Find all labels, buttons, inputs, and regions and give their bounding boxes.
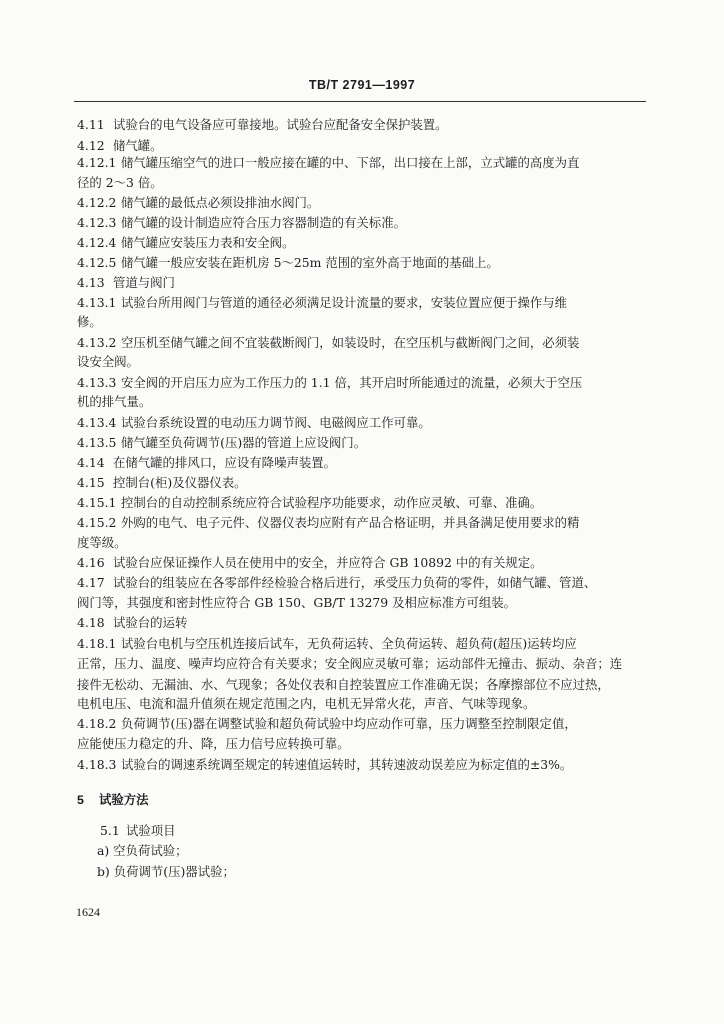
clause-continuation — [77, 394, 151, 410]
clause-text: 管道与阀门 — [113, 275, 175, 290]
clause-text: 储气罐的最低点必须设排油水阀门。 — [121, 195, 320, 210]
clause-number: 4.18.1 — [77, 636, 117, 651]
clause-line — [77, 335, 579, 351]
clause-text: 控制台的自动控制系统应符合试验程序功能要求，动作应灵敏、可靠、准确。 — [121, 495, 543, 510]
clause-continuation — [77, 677, 610, 693]
clause-line — [77, 575, 596, 591]
subclause-text: 试验项目 — [126, 823, 176, 838]
clause-continuation — [77, 314, 102, 330]
clause-text: 试验台系统设置的电动压力调节阀、电磁阀应工作可靠。 — [121, 415, 431, 430]
clause-text: 试验台电机与空压机连接后试车，无负荷运转、全负荷运转、超负荷(超压)运转均应 — [121, 636, 577, 651]
clause-number: 4.16 — [77, 555, 105, 570]
clause-number: 4.12 — [77, 138, 105, 153]
clause-number: 4.15 — [77, 475, 105, 490]
clause-text: 储气罐一般应安装在距机房 5～25m 范围的室外高于地面的基础上。 — [121, 255, 499, 270]
clause-number: 4.18.2 — [77, 716, 117, 731]
clause-text: 度等级。 — [77, 535, 127, 550]
subclause-heading — [100, 823, 176, 839]
clause-text: 控制台(柜)及仪器仪表。 — [113, 475, 247, 490]
clause-line — [77, 455, 336, 471]
clause-number: 4.14 — [77, 455, 105, 470]
clause-number: 4.13 — [77, 275, 105, 290]
clause-number: 4.11 — [77, 117, 105, 132]
clause-continuation — [77, 175, 163, 191]
clause-number: 4.13.1 — [77, 295, 117, 310]
test-item — [97, 864, 235, 880]
page-number: 1624 — [76, 905, 100, 919]
clause-number: 4.13.4 — [77, 415, 117, 430]
clause-number: 4.12.4 — [77, 235, 117, 250]
clause-text: 储气罐压缩空气的进口一般应接在罐的中、下部，出口接在上部，立式罐的高度为直 — [121, 155, 580, 170]
clause-line — [77, 117, 448, 133]
clause-text: 储气罐的设计制造应符合压力容器制造的有关标准。 — [121, 215, 406, 230]
clause-text: 试验台的电气设备应可靠接地。试验台应配备安全保护装置。 — [113, 117, 448, 132]
clause-line — [77, 275, 175, 291]
clause-continuation — [77, 736, 350, 752]
clause-line — [77, 195, 319, 211]
clause-number: 4.18 — [77, 615, 105, 630]
clause-number: 4.13.5 — [77, 435, 117, 450]
clause-text: 电机电压、电流和温升值须在规定范围之内，电机无异常火花，声音、气味等现象。 — [77, 696, 536, 711]
clause-line — [77, 235, 294, 251]
clause-line — [77, 375, 582, 391]
clause-line — [77, 138, 163, 154]
clause-number: 4.17 — [77, 575, 105, 590]
clause-text: 阀门等，其强度和密封性应符合 GB 150、GB/T 13279 及相应标准方可组装。 — [77, 595, 517, 610]
clause-continuation — [77, 595, 516, 611]
subclause-number: 5.1 — [100, 823, 120, 838]
clause-line — [77, 435, 366, 451]
clause-text: 试验台所用阀门与管道的通径必须满足设计流量的要求，安装位置应便于操作与维 — [121, 295, 568, 310]
clause-line — [77, 255, 499, 271]
clause-line — [77, 215, 406, 231]
header-rule — [74, 101, 646, 102]
clause-text: 负荷调节(压)器在调整试验和超负荷试验中均应动作可靠，压力调整至控制限定值， — [121, 716, 577, 731]
clause-line — [77, 155, 579, 171]
section-title: 试验方法 — [99, 793, 149, 807]
standard-header: TB/T 2791—1997 — [308, 78, 416, 92]
clause-text: 储气罐应安装压力表和安全阀。 — [121, 235, 295, 250]
clause-text: 试验台的调速系统调至规定的转速值运转时，其转速波动误差应为标定值的±3%。 — [121, 757, 573, 772]
clause-text: 储气罐至负荷调节(压)器的管道上应设阀门。 — [121, 435, 367, 450]
clause-text: 径的 2～3 倍。 — [77, 175, 163, 190]
clause-number: 4.13.3 — [77, 375, 117, 390]
subclause-text: a) 空负荷试验； — [97, 843, 188, 858]
clause-text: 接件无松动、无漏油、水、气现象；各处仪表和自控装置应工作准确无误；各摩擦部位不应过热， — [77, 677, 610, 692]
section-heading — [77, 792, 149, 808]
clause-number: 4.15.2 — [77, 515, 117, 530]
clause-line — [77, 716, 577, 732]
clause-line — [77, 495, 542, 511]
clause-text: 安全阀的开启压力应为工作压力的 1.1 倍，其开启时所能通过的流量，必须大于空压 — [121, 375, 583, 390]
clause-line — [77, 515, 579, 531]
clause-continuation — [77, 696, 535, 712]
clause-line — [77, 475, 247, 491]
clause-continuation — [77, 656, 622, 672]
clause-text: 试验台应保证操作人员在使用中的安全，并应符合 GB 10892 中的有关规定。 — [113, 555, 543, 570]
clause-text: 设安全阀。 — [77, 354, 139, 369]
clause-continuation — [77, 354, 139, 370]
clause-text: 机的排气量。 — [77, 394, 152, 409]
clause-text: 在储气罐的排风口，应设有降噪声装置。 — [113, 455, 337, 470]
clause-line — [77, 757, 572, 773]
clause-text: 外购的电气、电子元件、仪器仪表均应附有产品合格证明，并具备满足使用要求的精 — [121, 515, 580, 530]
section-number: 5 — [77, 793, 84, 807]
clause-number: 4.15.1 — [77, 495, 117, 510]
clause-text: 储气罐。 — [113, 138, 163, 153]
clause-text: 试验台的组装应在各零部件经检验合格后进行，承受压力负荷的零件，如储气罐、管道、 — [113, 575, 597, 590]
clause-number: 4.12.2 — [77, 195, 117, 210]
clause-line — [77, 415, 431, 431]
clause-continuation — [77, 535, 127, 551]
clause-number: 4.13.2 — [77, 335, 117, 350]
clause-line — [77, 295, 567, 311]
test-item — [97, 843, 188, 859]
clause-number: 4.12.1 — [77, 155, 117, 170]
clause-text: 空压机至储气罐之间不宜装截断阀门，如装设时，在空压机与截断阀门之间，必须装 — [121, 335, 580, 350]
subclause-text: b) 负荷调节(压)器试验； — [97, 864, 235, 879]
clause-text: 应能使压力稳定的升、降，压力信号应转换可靠。 — [77, 736, 350, 751]
clause-number: 4.18.3 — [77, 757, 117, 772]
clause-line — [77, 615, 187, 631]
clause-number: 4.12.3 — [77, 215, 117, 230]
clause-number: 4.12.5 — [77, 255, 117, 270]
clause-line — [77, 555, 543, 571]
clause-line — [77, 636, 577, 652]
clause-text: 修。 — [77, 314, 102, 329]
clause-text: 正常，压力、温度、噪声均应符合有关要求；安全阀应灵敏可靠；运动部件无撞击、振动、杂音；连 — [77, 656, 623, 671]
clause-text: 试验台的运转 — [113, 615, 188, 630]
